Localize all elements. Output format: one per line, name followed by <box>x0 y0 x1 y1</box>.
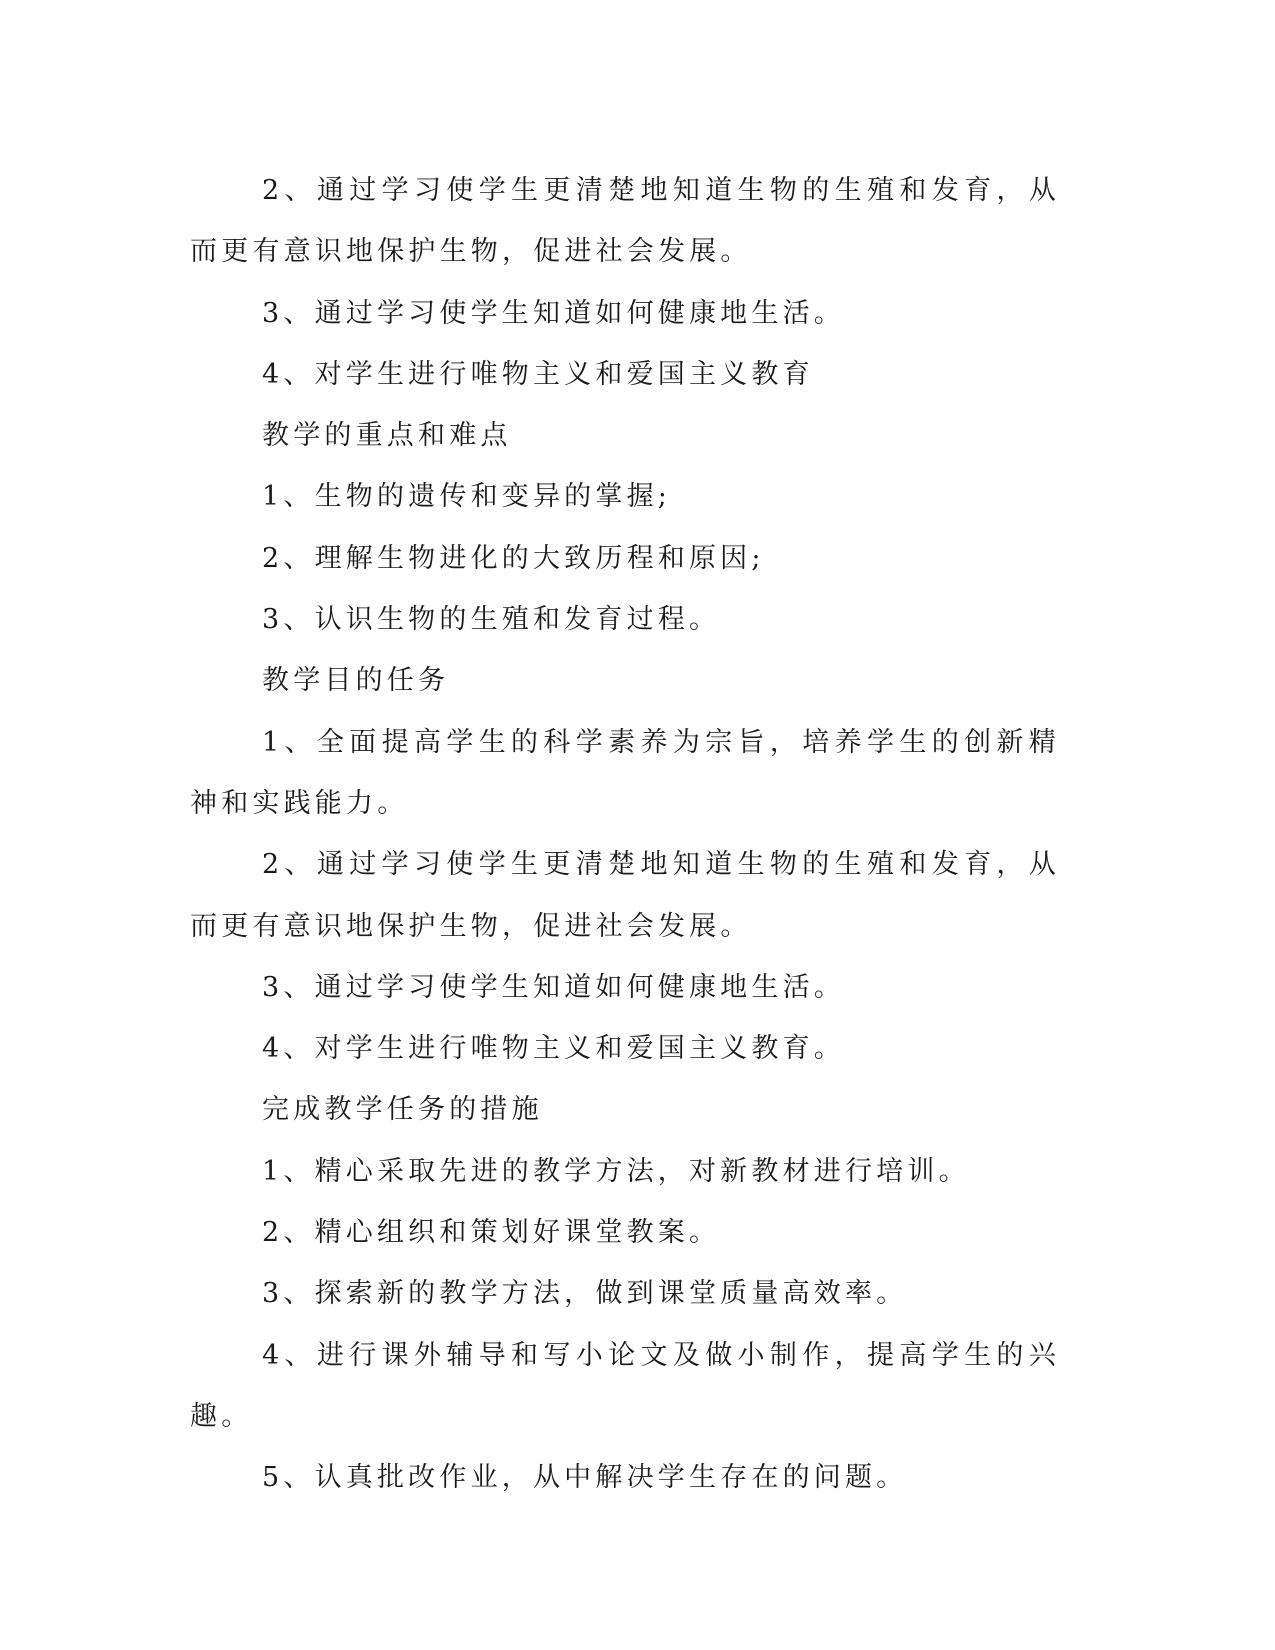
measure-item-1: 1、精心采取先进的教学方法，对新教材进行培训。 <box>262 1155 970 1187</box>
measure-item-4: 4、进行课外辅导和写小论文及做小制作，提高学生的兴趣。 <box>190 1339 1060 1432</box>
task-item-1: 1、全面提高学生的科学素养为宗旨，培养学生的创新精神和实践能力。 <box>190 726 1060 819</box>
section-heading-measures: 完成教学任务的措施 <box>262 1094 543 1126</box>
key-point-3: 3、认识生物的生殖和发育过程。 <box>262 604 721 636</box>
measure-item-3: 3、探索新的教学方法，做到课堂质量高效率。 <box>262 1278 908 1310</box>
measure-item-5: 5、认真批改作业，从中解决学生存在的问题。 <box>262 1462 908 1494</box>
key-point-2: 2、理解生物进化的大致历程和原因; <box>262 542 765 574</box>
goal-paragraph-3: 3、通过学习使学生知道如何健康地生活。 <box>262 297 845 329</box>
task-item-4: 4、对学生进行唯物主义和爱国主义教育。 <box>262 1033 845 1065</box>
task-item-2: 2、通过学习使学生更清楚地知道生物的生殖和发育，从而更有意识地保护生物，促进社会发展。 <box>190 849 1060 942</box>
measure-item-2: 2、精心组织和策划好课堂教案。 <box>262 1217 721 1249</box>
goal-paragraph-2: 2、通过学习使学生更清楚地知道生物的生殖和发育，从而更有意识地保护生物，促进社会发展。 <box>190 175 1060 268</box>
goal-paragraph-4: 4、对学生进行唯物主义和爱国主义教育 <box>262 358 814 390</box>
key-point-1: 1、生物的遗传和变异的掌握; <box>262 481 672 513</box>
document-body <box>190 160 1060 1509</box>
section-heading-key-points: 教学的重点和难点 <box>262 420 512 452</box>
section-heading-teaching-tasks: 教学目的任务 <box>262 665 450 697</box>
task-item-3: 3、通过学习使学生知道如何健康地生活。 <box>262 971 845 1003</box>
